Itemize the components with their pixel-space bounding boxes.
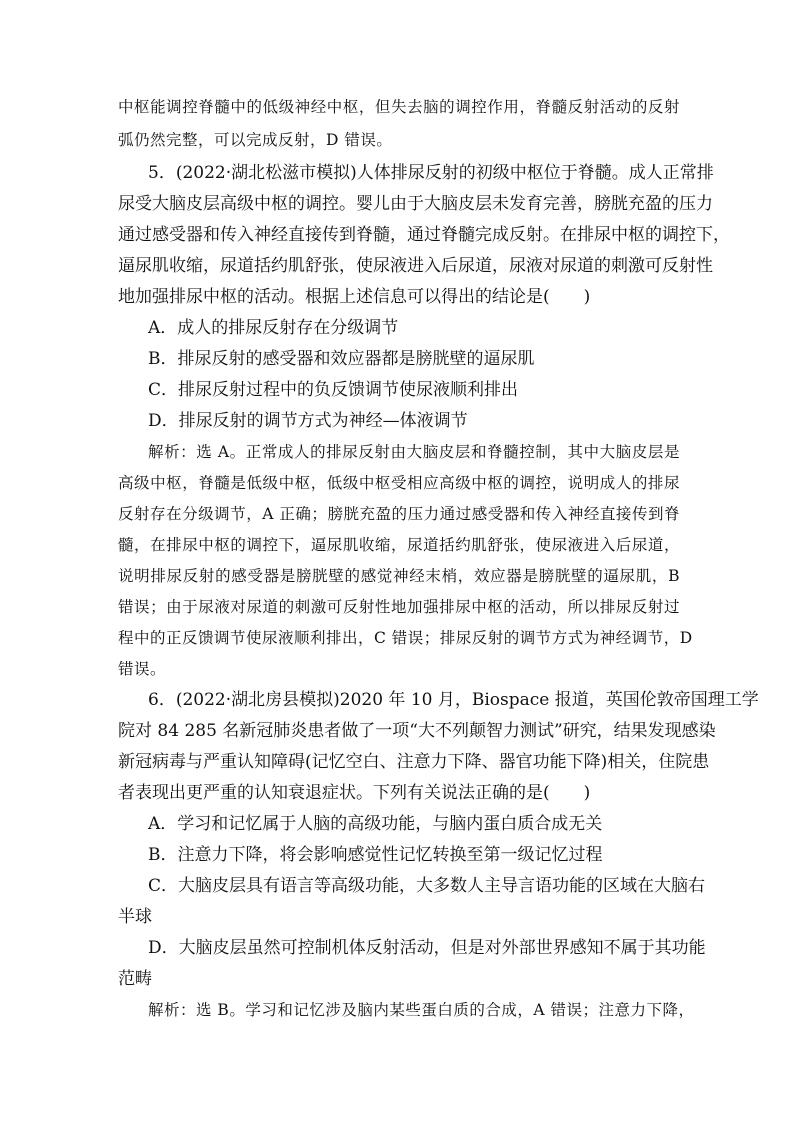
question-6-option-d-continuation: 范畴 bbox=[118, 969, 152, 989]
question-5-stem-line: 5．(2022·湖北松滋市模拟)人体排尿反射的初级中枢位于脊髓。成人正常排 bbox=[148, 163, 714, 183]
question-5-explanation-line: 反射存在分级调节，A 正确；膀胱充盈的压力通过感受器和传入神经直接传到脊 bbox=[118, 505, 680, 523]
question-5-explanation-line: 解析：选 A。正常成人的排尿反射由大脑皮层和脊髓控制，其中大脑皮层是 bbox=[148, 443, 680, 461]
question-5-option-b: B．排尿反射的感受器和效应器都是膀胱壁的逼尿肌 bbox=[148, 349, 535, 369]
question-5-explanation-line: 说明排尿反射的感受器是膀胱壁的感觉神经末梢，效应器是膀胱壁的逼尿肌，B bbox=[118, 567, 680, 585]
question-5-explanation-line: 髓，在排尿中枢的调控下，逼尿肌收缩，尿道括约肌舒张，使尿液进入后尿道， bbox=[118, 536, 680, 554]
question-6-stem-line: 6．(2022·湖北房县模拟)2020 年 10 月，Biospace 报道，英国伦敦帝国理工学 bbox=[148, 690, 759, 710]
question-6-option-a: A．学习和记忆属于人脑的高级功能，与脑内蛋白质合成无关 bbox=[148, 814, 603, 834]
question-5-option-c: C．排尿反射过程中的负反馈调节使尿液顺利排出 bbox=[148, 380, 519, 400]
question-5-stem-line: 地加强排尿中枢的活动。根据上述信息可以得出的结论是( ) bbox=[118, 287, 591, 307]
question-6-option-d: D．大脑皮层虽然可控制机体反射活动，但是对外部世界感知不属于其功能 bbox=[148, 938, 706, 958]
question-5-option-d: D．排尿反射的调节方式为神经—体液调节 bbox=[148, 411, 468, 431]
question-5-explanation-line: 错误。 bbox=[118, 660, 167, 678]
question-6-stem-line: 新冠病毒与严重认知障碍(记忆空白、注意力下降、器官功能下降)相关，住院患 bbox=[118, 752, 710, 772]
explanation-line: 弧仍然完整，可以完成反射，D 错误。 bbox=[118, 131, 393, 149]
question-5-explanation-line: 程中的正反馈调节使尿液顺利排出，C 错误；排尿反射的调节方式为神经调节，D bbox=[118, 629, 693, 647]
question-6-option-c-continuation: 半球 bbox=[118, 907, 152, 927]
question-5-option-a: A．成人的排尿反射存在分级调节 bbox=[148, 318, 399, 338]
question-6-stem-line: 者表现出更严重的认知衰退症状。下列有关说法正确的是( ) bbox=[118, 783, 591, 803]
question-5-explanation-line: 高级中枢，脊髓是低级中枢，低级中枢受相应高级中枢的调控，说明成人的排尿 bbox=[118, 474, 680, 492]
explanation-line: 中枢能调控脊髓中的低级神经中枢，但失去脑的调控作用，脊髓反射活动的反射 bbox=[118, 98, 680, 116]
question-6-option-b: B．注意力下降，将会影响感觉性记忆转换至第一级记忆过程 bbox=[148, 845, 603, 865]
question-5-explanation-line: 错误；由于尿液对尿道的刺激可反射性地加强排尿中枢的活动，所以排尿反射过 bbox=[118, 598, 680, 616]
question-6-stem-line: 院对 84 285 名新冠肺炎患者做了一项“大不列颠智力测试”研究，结果发现感染 bbox=[118, 721, 716, 741]
question-6-explanation-line: 解析：选 B。学习和记忆涉及脑内某些蛋白质的合成，A 错误；注意力下降， bbox=[148, 1001, 695, 1019]
question-5-stem-line: 逼尿肌收缩，尿道括约肌舒张，使尿液进入后尿道，尿液对尿道的刺激可反射性 bbox=[118, 256, 713, 276]
question-5-stem-line: 通过感受器和传入神经直接传到脊髓，通过脊髓完成反射。在排尿中枢的调控下， bbox=[118, 225, 730, 245]
question-6-option-c: C．大脑皮层具有语言等高级功能，大多数人主导言语功能的区域在大脑右 bbox=[148, 876, 706, 896]
question-5-stem-line: 尿受大脑皮层高级中枢的调控。婴儿由于大脑皮层未发育完善，膀胱充盈的压力 bbox=[118, 194, 713, 214]
